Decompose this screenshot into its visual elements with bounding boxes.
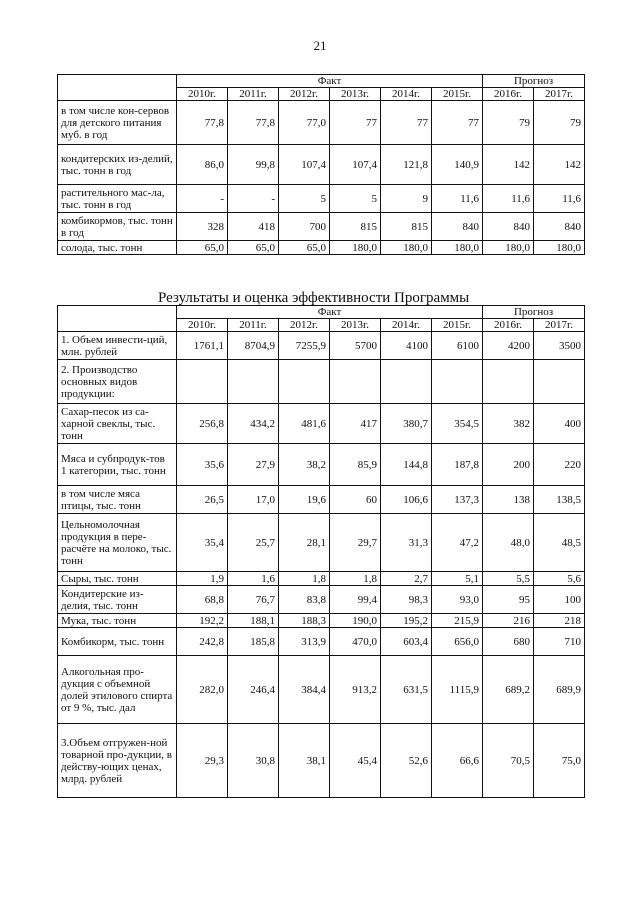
value-cell: 144,8: [381, 444, 432, 486]
value-cell: 27,9: [228, 444, 279, 486]
group-fact-header: Факт: [177, 306, 483, 319]
value-cell: -: [177, 185, 228, 213]
value-cell: 99,4: [330, 586, 381, 614]
value-cell: 47,2: [432, 514, 483, 572]
value-cell: 1115,9: [432, 656, 483, 724]
value-cell: [534, 360, 585, 404]
table-row: [58, 656, 585, 724]
value-cell: 77: [381, 101, 432, 145]
value-cell: 710: [534, 628, 585, 656]
value-cell: 8704,9: [228, 332, 279, 360]
value-cell: 77,8: [228, 101, 279, 145]
value-cell: 246,4: [228, 656, 279, 724]
value-cell: 25,7: [228, 514, 279, 572]
table-corner-cell: [58, 306, 177, 332]
value-cell: 6100: [432, 332, 483, 360]
year-header: 2011г.: [228, 88, 279, 101]
year-header: 2011г.: [228, 319, 279, 332]
value-cell: 29,3: [177, 724, 228, 798]
value-cell: 188,3: [279, 614, 330, 628]
value-cell: 95: [483, 586, 534, 614]
value-cell: [228, 360, 279, 404]
value-cell: 603,4: [381, 628, 432, 656]
value-cell: 98,3: [381, 586, 432, 614]
value-cell: 65,0: [177, 241, 228, 255]
row-label: 3.Объем отгружен-ной товарной про-дукции, в действу-ющих ценах, млрд. рублей: [58, 724, 177, 798]
table-row: [58, 572, 585, 586]
row-label: Алкогольная про-дукция с объемной долей этилового спирта от 9 %, тыс. дал: [58, 656, 177, 724]
value-cell: 142: [483, 145, 534, 185]
value-cell: 1,8: [330, 572, 381, 586]
value-cell: 60: [330, 486, 381, 514]
value-cell: 631,5: [381, 656, 432, 724]
table-row: [58, 101, 585, 145]
value-cell: [279, 360, 330, 404]
year-header: 2015г.: [432, 88, 483, 101]
value-cell: 185,8: [228, 628, 279, 656]
value-cell: 192,2: [177, 614, 228, 628]
value-cell: 418: [228, 213, 279, 241]
value-cell: 106,6: [381, 486, 432, 514]
value-cell: 434,2: [228, 404, 279, 444]
value-cell: 188,1: [228, 614, 279, 628]
value-cell: 11,6: [483, 185, 534, 213]
value-cell: 187,8: [432, 444, 483, 486]
value-cell: 83,8: [279, 586, 330, 614]
value-cell: 180,0: [381, 241, 432, 255]
value-cell: 3500: [534, 332, 585, 360]
value-cell: 1,8: [279, 572, 330, 586]
value-cell: 7255,9: [279, 332, 330, 360]
value-cell: 5,1: [432, 572, 483, 586]
value-cell: [432, 360, 483, 404]
row-label: комбикормов, тыс. тонн в год: [58, 213, 177, 241]
value-cell: 656,0: [432, 628, 483, 656]
value-cell: 700: [279, 213, 330, 241]
value-cell: 93,0: [432, 586, 483, 614]
value-cell: 5700: [330, 332, 381, 360]
value-cell: 26,5: [177, 486, 228, 514]
value-cell: 4100: [381, 332, 432, 360]
value-cell: [177, 360, 228, 404]
year-header: 2017г.: [534, 88, 585, 101]
value-cell: 840: [534, 213, 585, 241]
year-header: 2013г.: [330, 319, 381, 332]
value-cell: 1,9: [177, 572, 228, 586]
table-row: [58, 332, 585, 360]
value-cell: 85,9: [330, 444, 381, 486]
value-cell: 382: [483, 404, 534, 444]
production-capacity-table: [57, 74, 585, 255]
value-cell: 5: [279, 185, 330, 213]
value-cell: 328: [177, 213, 228, 241]
value-cell: 107,4: [279, 145, 330, 185]
value-cell: 5,5: [483, 572, 534, 586]
value-cell: 107,4: [330, 145, 381, 185]
value-cell: 815: [330, 213, 381, 241]
table-row: [58, 514, 585, 572]
value-cell: 815: [381, 213, 432, 241]
value-cell: 38,2: [279, 444, 330, 486]
row-label: Цельномолочная продукция в пере-расчёте на молоко, тыс. тонн: [58, 514, 177, 572]
value-cell: 220: [534, 444, 585, 486]
value-cell: 77: [330, 101, 381, 145]
value-cell: 99,8: [228, 145, 279, 185]
value-cell: 35,6: [177, 444, 228, 486]
value-cell: 66,6: [432, 724, 483, 798]
table-header-group-row: [58, 306, 585, 319]
value-cell: 68,8: [177, 586, 228, 614]
value-cell: 100: [534, 586, 585, 614]
value-cell: 400: [534, 404, 585, 444]
value-cell: 48,5: [534, 514, 585, 572]
table-row: [58, 628, 585, 656]
table-row: [58, 213, 585, 241]
year-header: 2015г.: [432, 319, 483, 332]
value-cell: 140,9: [432, 145, 483, 185]
value-cell: 28,1: [279, 514, 330, 572]
value-cell: 30,8: [228, 724, 279, 798]
year-header: 2010г.: [177, 88, 228, 101]
program-results-table: [57, 305, 585, 798]
value-cell: 45,4: [330, 724, 381, 798]
section-title: Результаты и оценка эффективности Программы: [158, 290, 470, 306]
group-forecast-header: Прогноз: [483, 75, 585, 88]
value-cell: 70,5: [483, 724, 534, 798]
table-row: [58, 444, 585, 486]
value-cell: 354,5: [432, 404, 483, 444]
value-cell: 75,0: [534, 724, 585, 798]
value-cell: 86,0: [177, 145, 228, 185]
value-cell: 190,0: [330, 614, 381, 628]
value-cell: 65,0: [279, 241, 330, 255]
value-cell: 79: [483, 101, 534, 145]
row-label: солода, тыс. тонн: [58, 241, 177, 255]
value-cell: 1,6: [228, 572, 279, 586]
row-label: Сыры, тыс. тонн: [58, 572, 177, 586]
value-cell: 48,0: [483, 514, 534, 572]
value-cell: 11,6: [534, 185, 585, 213]
row-label: Мяса и субпродук-тов 1 категории, тыс. тонн: [58, 444, 177, 486]
value-cell: 384,4: [279, 656, 330, 724]
value-cell: 200: [483, 444, 534, 486]
year-header: 2017г.: [534, 319, 585, 332]
value-cell: 256,8: [177, 404, 228, 444]
value-cell: 689,2: [483, 656, 534, 724]
row-label: в том числе кон-сервов для детского питания муб. в год: [58, 101, 177, 145]
value-cell: 180,0: [330, 241, 381, 255]
year-header: 2012г.: [279, 88, 330, 101]
value-cell: 17,0: [228, 486, 279, 514]
value-cell: 470,0: [330, 628, 381, 656]
row-label: Кондитерские из-делия, тыс. тонн: [58, 586, 177, 614]
value-cell: 282,0: [177, 656, 228, 724]
value-cell: 180,0: [483, 241, 534, 255]
table-row: [58, 614, 585, 628]
value-cell: 19,6: [279, 486, 330, 514]
value-cell: 689,9: [534, 656, 585, 724]
row-label: растительного мас-ла, тыс. тонн в год: [58, 185, 177, 213]
year-header: 2014г.: [381, 319, 432, 332]
value-cell: 77,8: [177, 101, 228, 145]
year-header: 2010г.: [177, 319, 228, 332]
value-cell: 65,0: [228, 241, 279, 255]
year-header: 2016г.: [483, 319, 534, 332]
value-cell: 76,7: [228, 586, 279, 614]
value-cell: 680: [483, 628, 534, 656]
value-cell: 121,8: [381, 145, 432, 185]
table-row: [58, 724, 585, 798]
value-cell: 216: [483, 614, 534, 628]
value-cell: 29,7: [330, 514, 381, 572]
row-label: в том числе мяса птицы, тыс. тонн: [58, 486, 177, 514]
table-header-group-row: [58, 75, 585, 88]
year-header: 2016г.: [483, 88, 534, 101]
group-forecast-header: Прогноз: [483, 306, 585, 319]
value-cell: 138,5: [534, 486, 585, 514]
value-cell: 1761,1: [177, 332, 228, 360]
year-header: 2014г.: [381, 88, 432, 101]
value-cell: 180,0: [534, 241, 585, 255]
value-cell: 5,6: [534, 572, 585, 586]
row-label: 2. Производство основных видов продукции:: [58, 360, 177, 404]
table-row: [58, 486, 585, 514]
value-cell: 77,0: [279, 101, 330, 145]
value-cell: 2,7: [381, 572, 432, 586]
value-cell: 52,6: [381, 724, 432, 798]
value-cell: 380,7: [381, 404, 432, 444]
value-cell: 180,0: [432, 241, 483, 255]
value-cell: 242,8: [177, 628, 228, 656]
table-row: [58, 404, 585, 444]
value-cell: 481,6: [279, 404, 330, 444]
value-cell: 417: [330, 404, 381, 444]
value-cell: 840: [432, 213, 483, 241]
value-cell: 215,9: [432, 614, 483, 628]
value-cell: -: [228, 185, 279, 213]
table-corner-cell: [58, 75, 177, 101]
value-cell: 35,4: [177, 514, 228, 572]
value-cell: 195,2: [381, 614, 432, 628]
value-cell: 840: [483, 213, 534, 241]
value-cell: [381, 360, 432, 404]
table-row: [58, 241, 585, 255]
table-row: [58, 360, 585, 404]
page-number: 21: [313, 38, 327, 53]
value-cell: 79: [534, 101, 585, 145]
row-label: кондитерских из-делий, тыс. тонн в год: [58, 145, 177, 185]
value-cell: 11,6: [432, 185, 483, 213]
table-row: [58, 185, 585, 213]
value-cell: [330, 360, 381, 404]
value-cell: 9: [381, 185, 432, 213]
value-cell: 77: [432, 101, 483, 145]
row-label: Мука, тыс. тонн: [58, 614, 177, 628]
value-cell: 138: [483, 486, 534, 514]
value-cell: 38,1: [279, 724, 330, 798]
year-header: 2012г.: [279, 319, 330, 332]
value-cell: 31,3: [381, 514, 432, 572]
value-cell: 913,2: [330, 656, 381, 724]
row-label: Сахар-песок из са-харной свеклы, тыс. тонн: [58, 404, 177, 444]
value-cell: [483, 360, 534, 404]
table-row: [58, 586, 585, 614]
row-label: 1. Объем инвести-ций, млн. рублей: [58, 332, 177, 360]
value-cell: 137,3: [432, 486, 483, 514]
value-cell: 142: [534, 145, 585, 185]
table-row: [58, 145, 585, 185]
value-cell: 4200: [483, 332, 534, 360]
value-cell: 5: [330, 185, 381, 213]
value-cell: 218: [534, 614, 585, 628]
year-header: 2013г.: [330, 88, 381, 101]
row-label: Комбикорм, тыс. тонн: [58, 628, 177, 656]
group-fact-header: Факт: [177, 75, 483, 88]
value-cell: 313,9: [279, 628, 330, 656]
